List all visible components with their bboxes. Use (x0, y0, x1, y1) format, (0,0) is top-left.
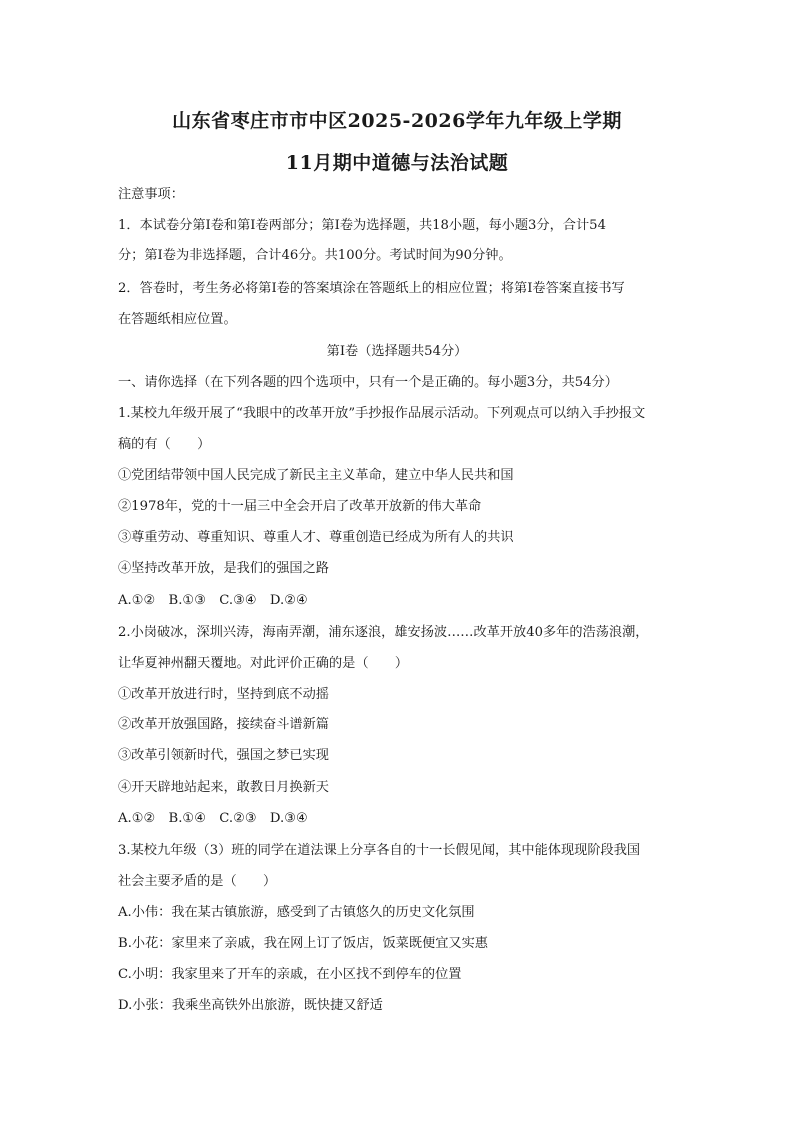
section-title: 第Ⅰ卷（选择题共54分） (326, 344, 468, 359)
question-2-options: A.①② B.①④ C.②③ D.③④ (118, 811, 308, 826)
question-2-item: ①改革开放进行时，坚持到底不动摇 (118, 687, 329, 702)
exam-title-line1: 山东省枣庄市市中区2025-2026学年九年级上学期 (172, 110, 622, 132)
question-2-stem: 2.小岗破冰，深圳兴涛，海南弄潮，浦东逐浪，雄安扬波……改革开放40多年的浩荡浪潮， (118, 625, 649, 640)
notice-line: 在答题纸相应位置。 (118, 312, 237, 327)
question-1-item: ④坚持改革开放，是我们的强国之路 (118, 561, 329, 576)
notice-line: 1．本试卷分第Ⅰ卷和第Ⅰ卷两部分；第Ⅰ卷为选择题，共18小题，每小题3分，合计54 (118, 218, 606, 233)
question-3-choice-c: C.小明：我家里来了开车的亲戚，在小区找不到停车的位置 (118, 967, 462, 982)
question-2-item: ②改革开放强国路，接续奋斗谱新篇 (118, 717, 329, 732)
question-1-item: ②1978年，党的十一届三中全会开启了改革开放新的伟大革命 (118, 499, 482, 514)
question-1-stem: 稿的有（ ） (118, 437, 211, 452)
question-1-item: ③尊重劳动、尊重知识、尊重人才、尊重创造已经成为所有人的共识 (118, 530, 514, 545)
question-2-stem: 让华夏神州翻天覆地。对此评价正确的是（ ） (118, 656, 409, 671)
question-3-choice-d: D.小张：我乘坐高铁外出旅游，既快捷又舒适 (118, 998, 383, 1013)
question-2-item: ③改革引领新时代，强国之梦已实现 (118, 748, 329, 763)
question-1-options: A.①② B.①③ C.③④ D.②④ (118, 593, 308, 608)
question-3-stem: 社会主要矛盾的是（ ） (118, 874, 277, 889)
notice-line: 2．答卷时，考生务必将第Ⅰ卷的答案填涂在答题纸上的相应位置；将第Ⅰ卷答案直接书写 (118, 281, 625, 296)
question-3-choice-a: A.小伟：我在某古镇旅游，感受到了古镇悠久的历史文化氛围 (118, 905, 475, 920)
question-2-item: ④开天辟地站起来，敢教日月换新天 (118, 780, 329, 795)
notice-heading: 注意事项： (118, 187, 184, 202)
question-3-choice-b: B.小花：家里来了亲戚，我在网上订了饭店，饭菜既便宜又实惠 (118, 936, 488, 951)
question-3-stem: 3.某校九年级（3）班的同学在道法课上分享各自的十一长假见闻，其中能体现现阶段我国 (118, 843, 641, 858)
part-instruction: 一、请你选择（在下列各题的四个选项中，只有一个是正确的。每小题3分，共54分） (118, 375, 618, 390)
question-1-stem: 1.某校九年级开展了“我眼中的改革开放”手抄报作品展示活动。下列观点可以纳入手抄报文 (118, 406, 646, 421)
notice-line: 分；第Ⅰ卷为非选择题，合计46分。共100分。考试时间为90分钟。 (118, 248, 512, 263)
exam-title-line2: 11月期中道德与法治试题 (285, 152, 509, 174)
question-1-item: ①党团结带领中国人民完成了新民主主义革命，建立中华人民共和国 (118, 468, 514, 483)
